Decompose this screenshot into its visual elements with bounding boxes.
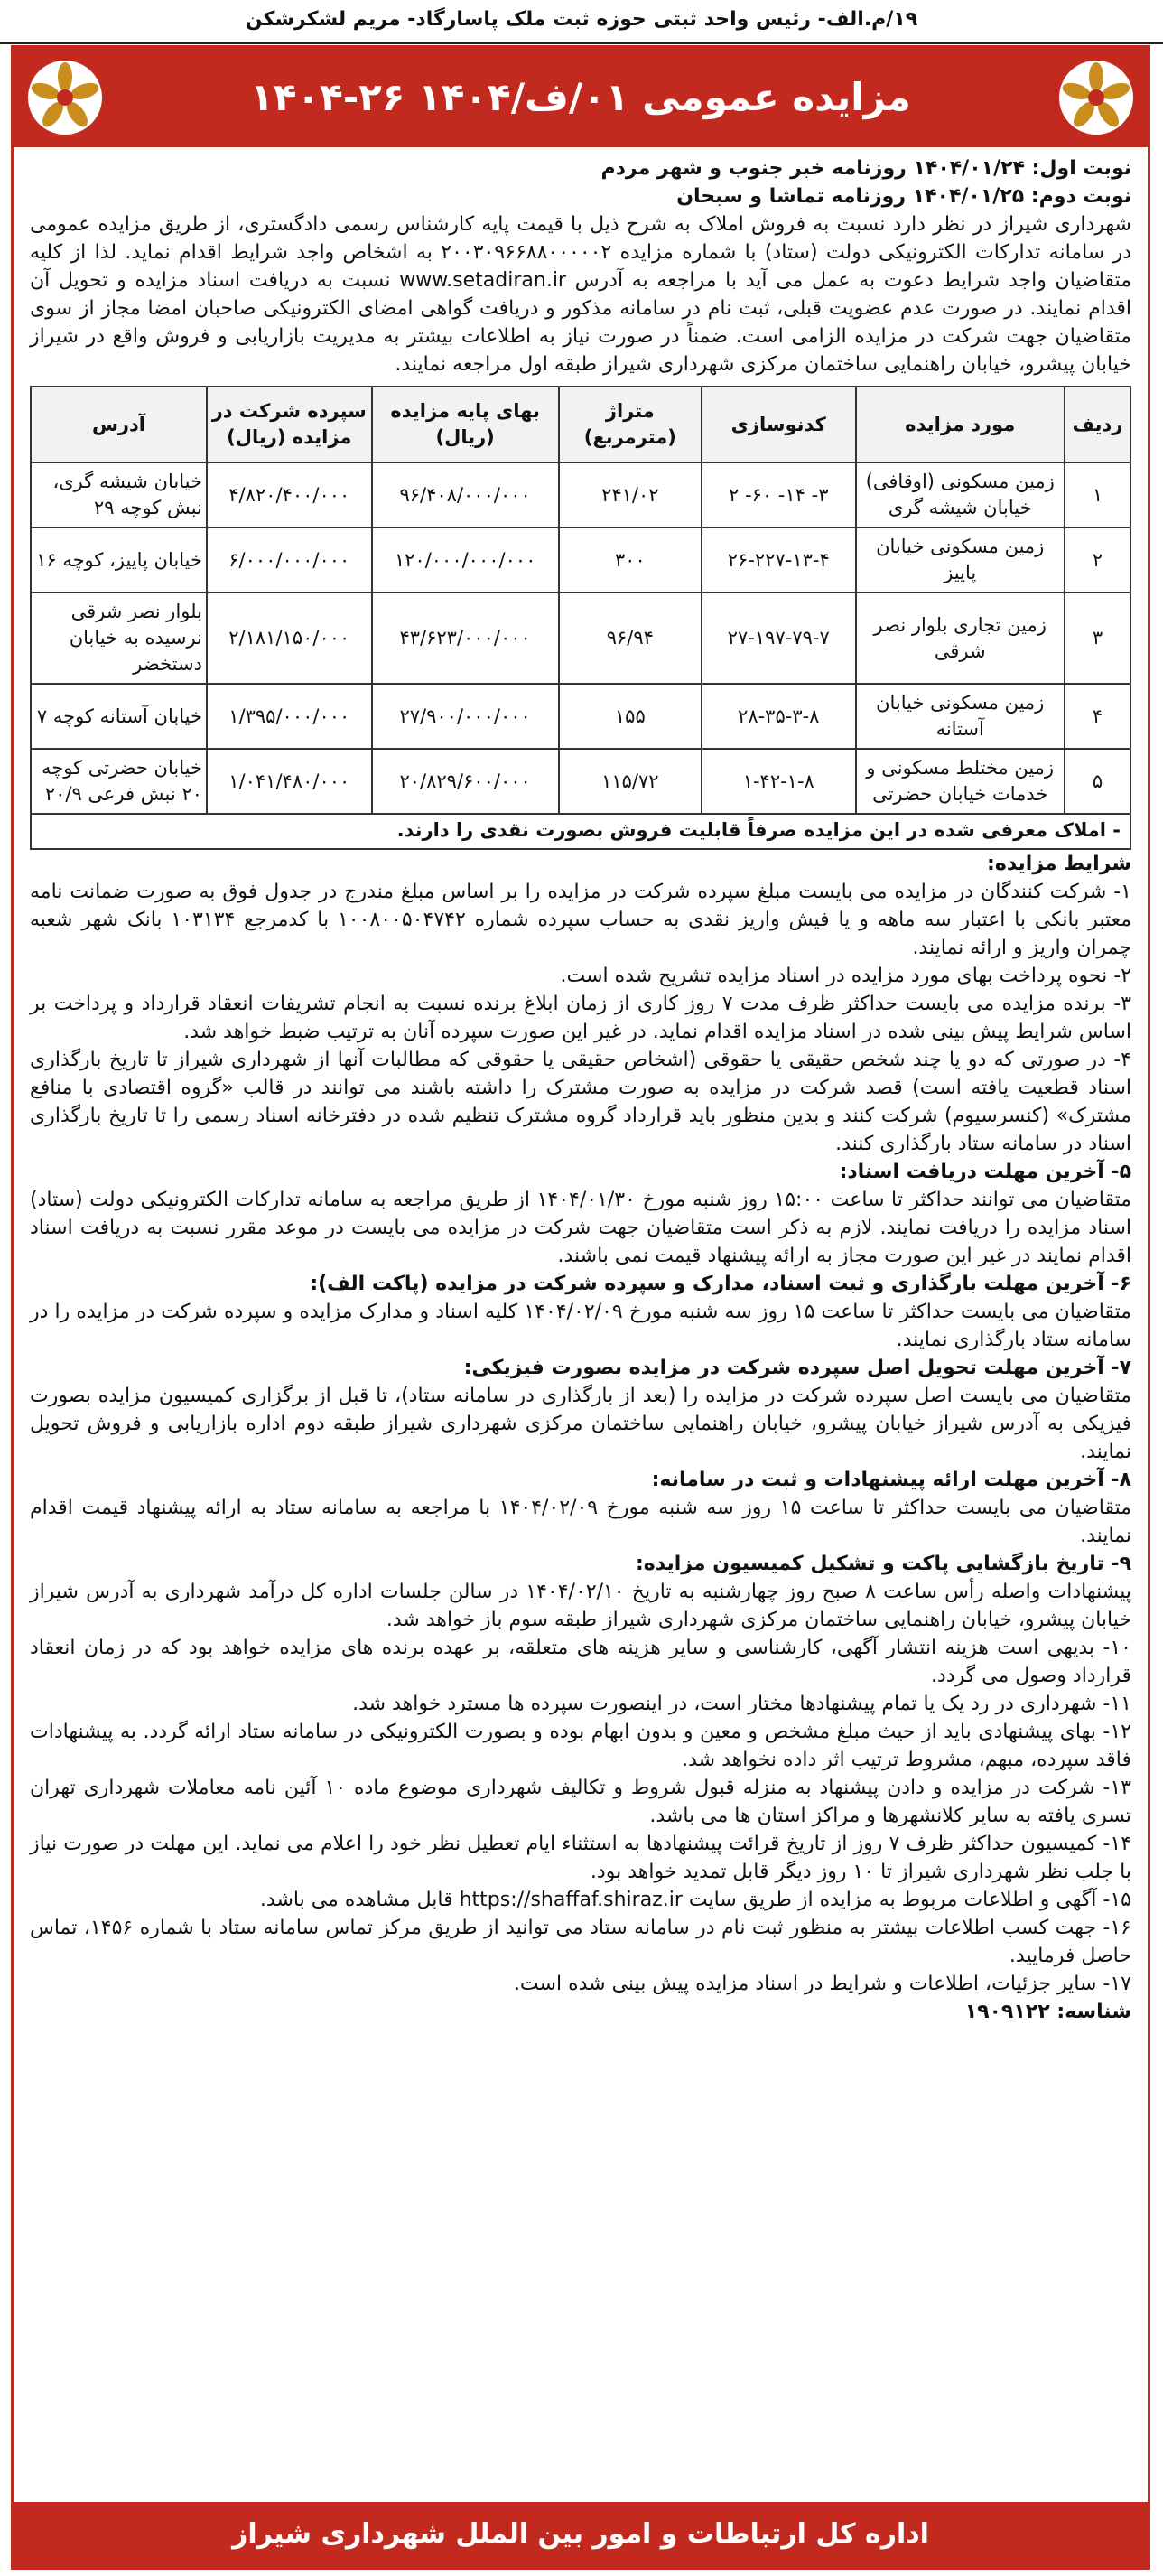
condition-item: ۱۴- کمیسیون حداکثر ظرف ۷ روز از تاریخ قرائت پیشنهادها به استثناء ایام تعطیل نظر خود را اعلام می نماید. این مهلت در صورت نیاز با جلب نظر شهرداری شیراز تا ۱۰ روز دیگر قابل تمدید خواهد بود.	[30, 1833, 1132, 1883]
condition-item: ۲- نحوه پرداخت بهای مورد مزایده در اسناد مزایده تشریح شده است.	[560, 965, 1131, 987]
title-banner	[14, 48, 1148, 147]
cell-deposit: ۱/۳۹۵/۰۰۰/۰۰۰	[207, 684, 372, 749]
cell-row: ۵	[1065, 749, 1130, 814]
cell-row: ۲	[1065, 527, 1130, 593]
cell-item: زمین مسکونی (اوقافی) خیابان شیشه گری	[856, 462, 1065, 527]
intro-paragraph: شهرداری شیراز در نظر دارد نسبت به فروش املاک به شرح ذیل با قیمت پایه کارشناس رسمی دادگستری، از طریق مزایده عمومی در سامانه تدارکات الکترونیکی دولت (ستاد) با شماره مزایده ۲۰۰۳۰۹۶۶۸۸۰۰۰۰۰۲ به اشخاص واجد شرایط اقدام نماید. لذا از کلیه متقاضیان واجد شرایط دعوت به عمل می آید با مراجعه به آدرس www.setadiran.ir نسبت به دریافت اسناد مزایده و تحویل آن اقدام نمایند. در صورت عدم عضویت قبلی، ثبت نام در سامانه مذکور و دریافت گواهی امضای الکترونیکی صاحبان امضا مجاز از سوی متقاضیان جهت شرکت در مزایده الزامی است. ضمناً در صورت نیاز به اطلاعات بیشتر به مدیریت بازاریابی و فروش واقع در شیراز خیابان پیشرو، خیابان راهنمایی ساختمان مرکزی شهرداری شیراز طبقه اول مراجعه نمایند.	[30, 213, 1132, 376]
cell-deposit: ۱/۰۴۱/۴۸۰/۰۰۰	[207, 749, 372, 814]
ad-frame	[11, 45, 1150, 2570]
cell-code: ۲۸-۳۵-۳-۸	[702, 684, 856, 749]
cell-deposit: ۲/۱۸۱/۱۵۰/۰۰۰	[207, 593, 372, 684]
section-body: متقاضیان می بایست حداکثر تا ساعت ۱۵ روز سه شنبه مورخ ۱۴۰۴/۰۲/۰۹ با مراجعه به سامانه ستاد به ارائه پیشنهاد قیمت اقدام نمایند.	[30, 1497, 1131, 1547]
section-body: متقاضیان می بایست حداکثر تا ساعت ۱۵ روز سه شنبه مورخ ۱۴۰۴/۰۲/۰۹ کلیه اسناد و مدارک مزایده و سپرده شرکت در مزایده را در سامانه ستاد بارگذاری نمایند.	[30, 1301, 1131, 1351]
condition-item: ۳- برنده مزایده می بایست حداکثر ظرف مدت ۷ روز کاری از زمان ابلاغ برنده نسبت به انجام تشریفات انعقاد قرارداد و پرداخت بر اساس شرایط پیش بینی شده در اسناد مزایده اقدام نماید. در غیر این صورت سپرده آنان به ترتیب ضبط خواهد شد.	[30, 993, 1131, 1043]
condition-item: ۱۶- جهت کسب اطلاعات بیشتر به منظور ثبت نام در سامانه ستاد می توانید از طریق مرکز تماس سامانه ستاد با شماره ۱۴۵۶، تماس حاصل فرمایید.	[30, 1917, 1131, 1967]
condition-item: ۴- در صورتی که دو یا چند شخص حقیقی یا حقوقی (اشخاص حقیقی یا حقوقی که مطالبات آنها از شهرداری شیراز تا تاریخ بارگذاری اسناد قطعیت یافته است) قصد شرکت در مزایده به صورت مشترک را داشته باشند می توانند در قالب «گروه اقتصادی با منافع مشترک» (کنسرسیوم) شرکت کنند و بدین منظور باید قرارداد گروه مشترک تنظیم شده در دفترخانه اسناد رسمی را تا تاریخ بارگذاری اسناد در سامانه ستاد بارگذاری کنند.	[30, 1049, 1131, 1155]
section-title: ۹- تاریخ بازگشایی پاکت و تشکیل کمیسیون مزایده:	[635, 1553, 1131, 1575]
conditions-title: شرایط مزایده:	[987, 853, 1131, 875]
condition-item: ۱۷- سایر جزئیات، اطلاعات و شرایط در اسناد مزایده پیش بینی شده است.	[513, 1973, 1131, 1995]
ad-title: مزایده عمومی ۰۱/ف/۱۴۰۴ ۲۶-۱۴۰۴	[250, 75, 911, 119]
cell-code: ۲۷-۱۹۷-۷۹-۷	[702, 593, 856, 684]
condition-item: ۱۲- بهای پیشنهادی باید از حیث مبلغ مشخص و معین و بدون ابهام بوده و بصورت الکترونیکی در سامانه ستاد ارائه گردد. به پیشنهادات فاقد سپرده، مبهم، مشروط ترتیب اثر داده نخواهد شد.	[30, 1721, 1131, 1771]
col-deposit: سپرده شرکت در مزایده (ریال)	[207, 387, 372, 462]
section-title: ۵- آخرین مهلت دریافت اسناد:	[839, 1161, 1131, 1183]
section-body: متقاضیان می توانند حداکثر تا ساعت ۱۵:۰۰ روز شنبه مورخ ۱۴۰۴/۰۱/۳۰ از طریق مراجعه به سامانه تدارکات الکترونیکی دولت (ستاد) اسناد مزایده را دریافت نمایند. لازم به ذکر است متقاضیان جهت شرکت در مزایده می بایست در موعد مقرر نسبت به دریافت اسناد اقدام نمایند در غیر این صورت مجاز به ارائه پیشنهاد قیمت نمی باشند.	[30, 1189, 1131, 1267]
col-item: مورد مزایده	[856, 387, 1065, 462]
cell-deposit: ۴/۸۲۰/۴۰۰/۰۰۰	[207, 462, 372, 527]
cell-area: ۳۰۰	[559, 527, 702, 593]
col-base-price: بهای پایه مزایده (ریال)	[372, 387, 559, 462]
cell-row: ۳	[1065, 593, 1130, 684]
cell-base-price: ۲۷/۹۰۰/۰۰۰/۰۰۰	[372, 684, 559, 749]
col-area: متراژ (مترمربع)	[559, 387, 702, 462]
footer-banner	[14, 2502, 1148, 2567]
table-header-row	[31, 387, 1130, 462]
section-title: ۶- آخرین مهلت بارگذاری و ثبت اسناد، مدارک و سپرده شرکت در مزایده (پاکت الف):	[310, 1273, 1131, 1295]
condition-item: ۱۰- بدیهی است هزینه انتشار آگهی، کارشناسی و سایر هزینه های متعلقه، بر عهده برنده های مزایده خواهد بود که در زمان انعقاد قرارداد وصول می گردد.	[30, 1637, 1131, 1687]
section-body: پیشنهادات واصله رأس ساعت ۸ صبح روز چهارشنبه به تاریخ ۱۴۰۴/۰۲/۱۰ در سالن جلسات اداره کل درآمد شهرداری به آدرس شیراز خیابان پیشرو، خیابان راهنمایی ساختمان مرکزی شهرداری شیراز طبقه سوم باز خواهد شد.	[30, 1581, 1132, 1631]
cell-base-price: ۲۰/۸۲۹/۶۰۰/۰۰۰	[372, 749, 559, 814]
cell-area: ۱۵۵	[559, 684, 702, 749]
cell-base-price: ۴۳/۶۲۳/۰۰۰/۰۰۰	[372, 593, 559, 684]
cell-address: خیابان پاییز، کوچه ۱۶	[31, 527, 207, 593]
cell-row: ۱	[1065, 462, 1130, 527]
cell-address: خیابان شیشه گری، نبش کوچه ۲۹	[31, 462, 207, 527]
cell-address: بلوار نصر شرقی نرسیده به خیابان دستخضر	[31, 593, 207, 684]
cell-area: ۹۶/۹۴	[559, 593, 702, 684]
cell-code: ۱-۴۲-۱-۸	[702, 749, 856, 814]
condition-item: ۱- شرکت کنندگان در مزایده می بایست مبلغ سپرده شرکت در مزایده را بر اساس مبلغ مندرج در جدول فوق به صورت ضمانت نامه معتبر بانکی با اعتبار سه ماهه و یا فیش واریز نقدی به حساب سپرده شماره ۱۰۰۸۰۰۵۰۴۷۴۲ با کدمرجع ۱۰۳۱۳۴ بانک شهر شعبه چمران واریز و ارائه نمایند.	[30, 881, 1132, 959]
auction-table	[30, 386, 1131, 815]
table-note: - املاک معرفی شده در این مزایده صرفاً قابلیت فروش بصورت نقدی را دارند.	[30, 813, 1131, 850]
table-row	[31, 684, 1130, 749]
table-row	[31, 527, 1130, 593]
condition-item: ۱۱- شهرداری در رد یک یا تمام پیشنهادها مختار است، در اینصورت سپرده ها مسترد خواهد شد.	[352, 1693, 1131, 1715]
cell-address: خیابان حضرتی کوچه ۲۰ نبش فرعی ۲۰/۹	[31, 749, 207, 814]
table-row	[31, 593, 1130, 684]
section-body: متقاضیان می بایست اصل سپرده شرکت در مزایده را (بعد از بارگذاری در سامانه ستاد)، تا قبل از برگزاری کمیسیون مزایده بصورت فیزیکی به آدرس شیراز خیابان پیشرو، خیابان راهنمایی ساختمان مرکزی شهرداری شیراز طبقه دوم اداره بازاریابی و فروش تحویل نمایند.	[30, 1385, 1131, 1463]
cell-address: خیابان آستانه کوچه ۷	[31, 684, 207, 749]
cell-item: زمین مسکونی خیابان آستانه	[856, 684, 1065, 749]
table-row	[31, 462, 1130, 527]
col-code: کدنوسازی	[702, 387, 856, 462]
cell-row: ۴	[1065, 684, 1130, 749]
cell-deposit: ۶/۰۰۰/۰۰۰/۰۰۰	[207, 527, 372, 593]
condition-item: ۱۵- آگهی و اطلاعات مربوط به مزایده از طریق سایت https://shaffaf.shiraz.ir قابل مشاهده می باشد.	[259, 1889, 1131, 1911]
cell-base-price: ۹۶/۴۰۸/۰۰۰/۰۰۰	[372, 462, 559, 527]
cell-item: زمین مسکونی خیابان پاییز	[856, 527, 1065, 593]
col-address: آدرس	[31, 387, 207, 462]
cell-base-price: ۱۲۰/۰۰۰/۰۰۰/۰۰۰	[372, 527, 559, 593]
section-title: ۸- آخرین مهلت ارائه پیشنهادات و ثبت در سامانه:	[651, 1469, 1131, 1491]
municipality-logo-icon	[1057, 59, 1135, 136]
cell-item: زمین مختلط مسکونی و خدمات خیابان حضرتی	[856, 749, 1065, 814]
notice-first: نوبت اول: ۱۴۰۴/۰۱/۲۴ روزنامه خبر جنوب و شهر مردم	[600, 157, 1131, 180]
ad-id: شناسه: ۱۹۰۹۱۲۲	[964, 2001, 1131, 2023]
cell-item: زمین تجاری بلوار نصر شرقی	[856, 593, 1065, 684]
notice-second: نوبت دوم: ۱۴۰۴/۰۱/۲۵ روزنامه تماشا و سبحان	[676, 185, 1131, 208]
footer-text: اداره کل ارتباطات و امور بین الملل شهرداری شیراز	[232, 2518, 929, 2550]
header-line: ۱۹/م.الف- رئیس واحد ثبتی حوزه ثبت ملک پاسارگاد- مریم لشکرشکن	[0, 0, 1163, 44]
ad-body	[30, 154, 1131, 2026]
cell-code: ۲۶-۲۲۷-۱۳-۴	[702, 527, 856, 593]
cell-area: ۲۴۱/۰۲	[559, 462, 702, 527]
cell-area: ۱۱۵/۷۲	[559, 749, 702, 814]
table-row	[31, 749, 1130, 814]
condition-item: ۱۳- شرکت در مزایده و دادن پیشنهاد به منزله قبول شروط و تکالیف شهرداری موضوع ماده ۱۰ آئین نامه معاملات شهرداری تهران تسری یافته به سایر کلانشهرها و مراکز استان ها می باشد.	[30, 1777, 1131, 1827]
section-title: ۷- آخرین مهلت تحویل اصل سپرده شرکت در مزایده بصورت فیزیکی:	[463, 1357, 1131, 1379]
cell-code: ۳- ۱۴- ۶۰- ۲	[702, 462, 856, 527]
municipality-logo-icon	[26, 59, 104, 136]
col-row: ردیف	[1065, 387, 1130, 462]
